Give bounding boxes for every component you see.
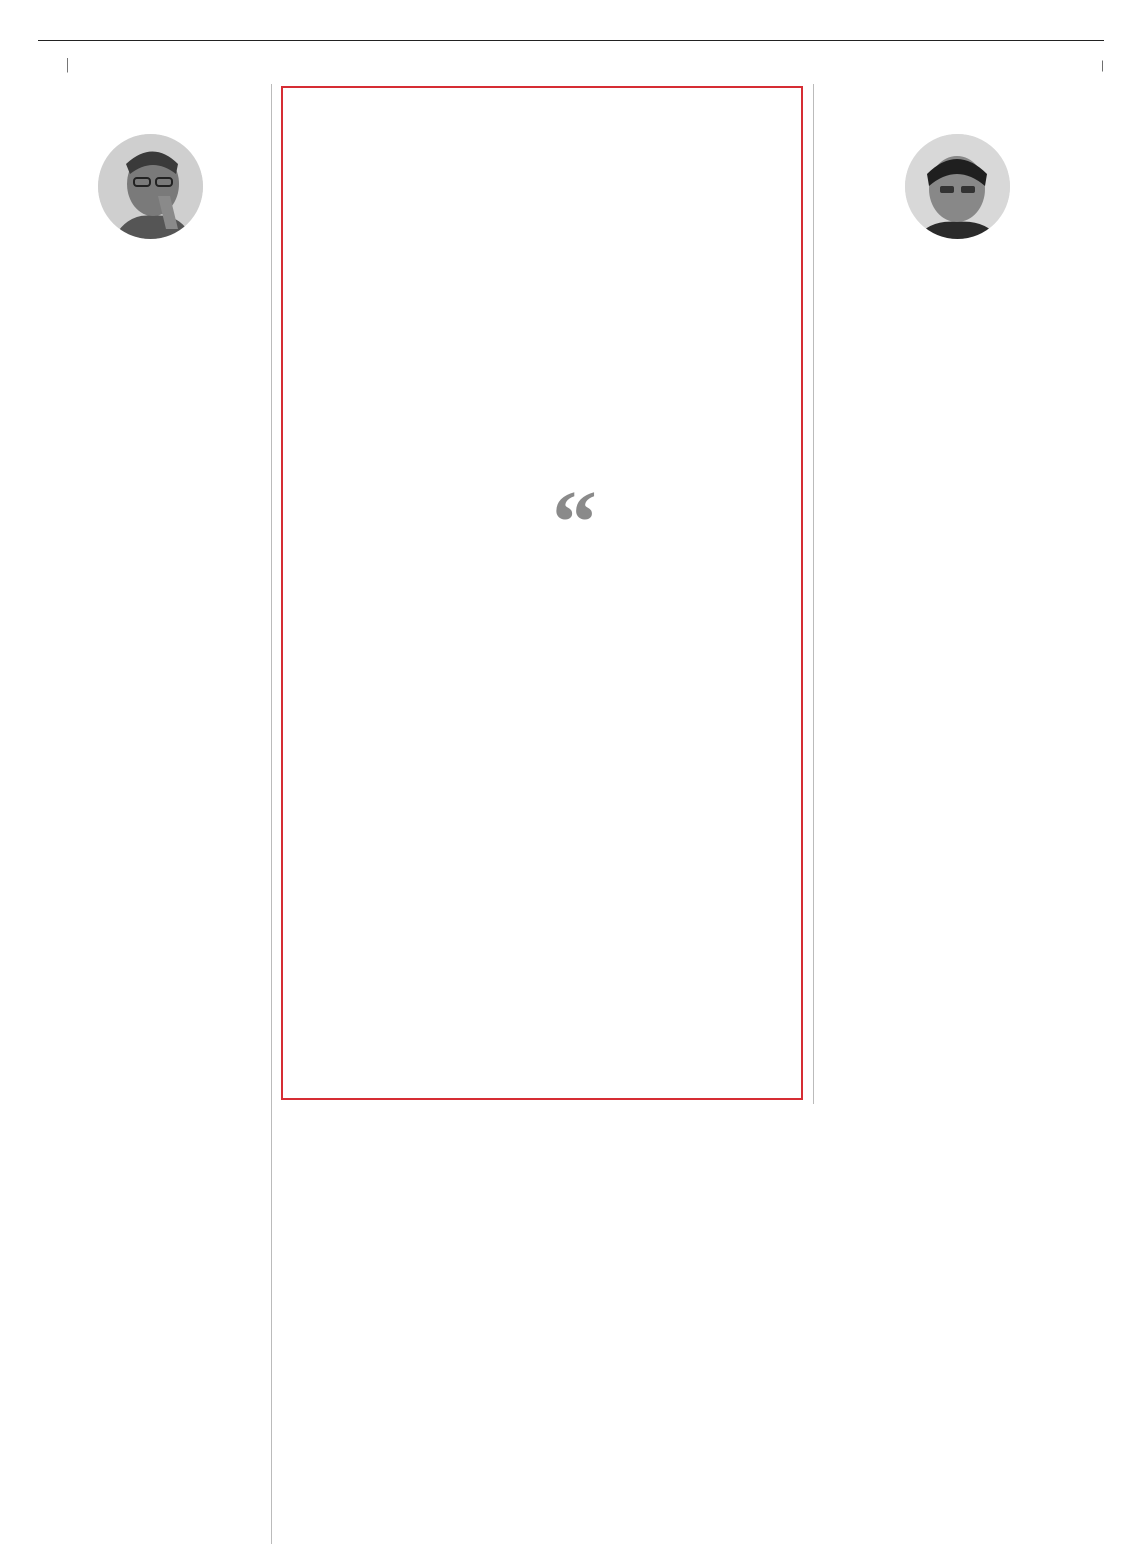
author-photo [905, 134, 1010, 239]
article-body [40, 416, 260, 418]
column-separator [813, 84, 814, 1104]
header-rule [38, 40, 1104, 41]
article-body [818, 372, 1092, 374]
dateline: | [1101, 57, 1104, 72]
article-body-col1 [302, 1256, 552, 1258]
author-photo [98, 134, 203, 239]
header-divider: | [66, 56, 70, 73]
avatar [905, 134, 1010, 239]
column-separator [271, 84, 272, 1544]
editorial-box [281, 86, 803, 1100]
avatar [98, 134, 203, 239]
pullquote-mark: “ [552, 473, 597, 572]
